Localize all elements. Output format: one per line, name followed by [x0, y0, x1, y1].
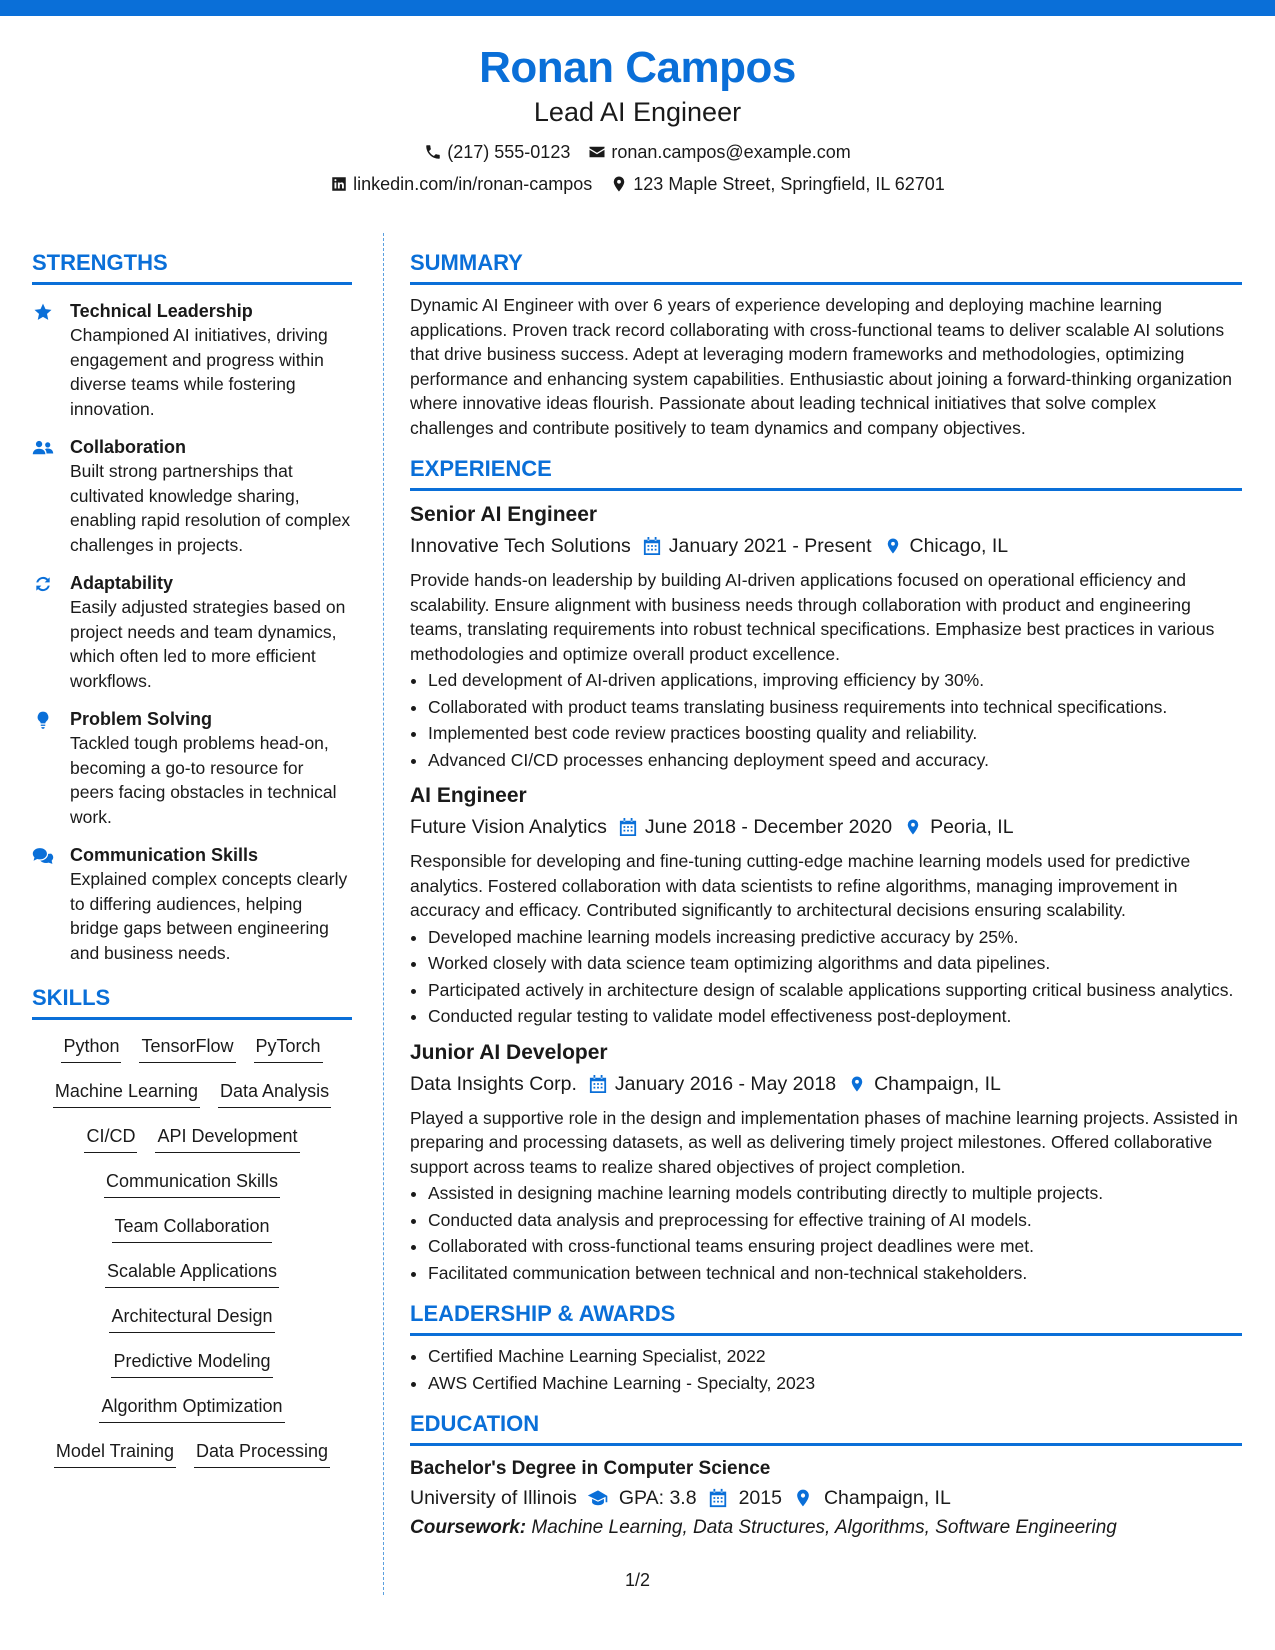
- calendar-icon: [707, 1488, 729, 1508]
- phone-icon: [424, 143, 442, 161]
- resume-header: [0, 40, 1275, 196]
- job-bullets: [410, 925, 1242, 1029]
- linkedin-contact[interactable]: [330, 172, 592, 196]
- map-pin-icon: [792, 1488, 814, 1508]
- calendar-icon: [619, 817, 637, 837]
- map-pin-icon: [848, 1074, 866, 1094]
- linkedin-icon: [330, 175, 348, 193]
- list-item: • Worked closely with data science team optimizing algorithms and data pipelines.: [428, 951, 1242, 976]
- job-dates: June 2018 - December 2020: [644, 816, 893, 838]
- column-divider: [383, 233, 384, 1595]
- list-item: • Led development of AI-driven applications, improving efficiency by 30%.: [428, 668, 1242, 693]
- strength-desc: Championed AI initiatives, driving engagement and progress within diverse teams while fostering innovation.: [70, 325, 328, 419]
- address-text: 123 Maple Street, Springfield, IL 62701: [633, 174, 945, 194]
- contact-line-2: [0, 172, 1275, 196]
- graduation-year: 2015: [738, 1487, 782, 1509]
- strength-title: Adaptability: [70, 573, 174, 593]
- map-pin-icon: [610, 175, 628, 193]
- job-company: Future Vision Analytics: [410, 816, 607, 838]
- strength-item: [32, 843, 352, 965]
- map-pin-icon: [904, 817, 922, 837]
- job-dates: January 2016 - May 2018: [614, 1072, 837, 1095]
- strengths-heading: STRENGTHS: [32, 248, 352, 285]
- list-item: • Conducted regular testing to validate model effectiveness post-deployment.: [428, 1004, 1242, 1029]
- candidate-role: Lead AI Engineer: [533, 97, 742, 127]
- job-meta: [410, 532, 1242, 560]
- list-item: • Assisted in designing machine learning models contributing directly to multiple projects.: [428, 1181, 1242, 1206]
- job-company: Data Insights Corp.: [410, 1072, 577, 1095]
- list-item: • Conducted data analysis and preprocessing for effective training of AI models.: [428, 1208, 1242, 1233]
- job-company: Innovative Tech Solutions: [410, 535, 631, 557]
- skill-tag: CI/CD: [84, 1124, 137, 1153]
- awards-list: [410, 1344, 1242, 1395]
- strength-item: [32, 435, 352, 557]
- list-item: • Collaborated with product teams translating business requirements into technical specifications.: [428, 695, 1242, 720]
- skill-tag: Python: [61, 1034, 121, 1063]
- strength-title: Collaboration: [70, 437, 186, 457]
- skill-tag: PyTorch: [254, 1034, 323, 1063]
- left-column: [32, 248, 352, 1484]
- list-item: • Participated actively in architecture design of scalable applications supporting critical business analytics.: [428, 978, 1242, 1003]
- skill-tag: Predictive Modeling: [111, 1349, 272, 1378]
- skill-tag: Team Collaboration: [112, 1214, 271, 1243]
- strength-desc: Built strong partnerships that cultivated knowledge sharing, enabling rapid resolution of complex challenges in projects.: [70, 461, 351, 555]
- envelope-icon: [588, 143, 606, 161]
- skill-tag: API Development: [155, 1124, 299, 1153]
- education-meta: [410, 1484, 1242, 1512]
- skills-heading: SKILLS: [32, 983, 352, 1020]
- skill-tag: Architectural Design: [109, 1304, 274, 1333]
- coursework-text: Machine Learning, Data Structures, Algorithms, Software Engineering: [531, 1517, 1117, 1538]
- job-location: Peoria, IL: [930, 816, 1014, 838]
- strength-item: [32, 299, 352, 421]
- skill-tag: Scalable Applications: [105, 1259, 279, 1288]
- page-number: 1/2: [624, 1570, 651, 1590]
- refresh-icon: [32, 574, 54, 594]
- summary-text: Dynamic AI Engineer with over 6 years of experience developing and deploying machine learning applications. Proven track record collaborating with cross-functional teams to deliver scalable AI solutions that drive business success. Adept at leveraging modern frameworks and methodologies, optimizing performance and enhancing system capabilities. Enthusiastic about joining a forward-thinking organization where innovative ideas flourish. Passionate about leading technical initiatives that solve complex challenges and contribute positively to team dynamics and company objectives.: [410, 295, 1233, 438]
- star-icon: [32, 302, 54, 322]
- list-item: • AWS Certified Machine Learning - Specialty, 2023: [428, 1371, 1242, 1396]
- education-heading: EDUCATION: [410, 1409, 1242, 1446]
- job-meta: [410, 1070, 1242, 1098]
- graduation-cap-icon: [587, 1488, 609, 1508]
- job-description: Responsible for developing and fine-tuning cutting-edge machine learning models used for predictive analytics. Fostered collaboration with data scientists to refine algorithms, managing improvement in accuracy and efficacy. Contributed significantly to architectural decisions ensuring scalability.: [410, 851, 1191, 920]
- skill-tag: TensorFlow: [139, 1034, 235, 1063]
- strength-item: [32, 707, 352, 829]
- map-pin-icon: [884, 536, 902, 556]
- education-location: Champaign, IL: [823, 1487, 951, 1509]
- strength-desc: Tackled tough problems head-on, becoming a go-to resource for peers facing obstacles in technical work.: [70, 733, 337, 827]
- school-name: University of Illinois: [410, 1487, 577, 1509]
- job-location: Chicago, IL: [909, 535, 1009, 557]
- right-column: [410, 248, 1242, 1542]
- skill-tag: Machine Learning: [53, 1079, 200, 1108]
- job-meta: [410, 813, 1242, 841]
- email-text: ronan.campos@example.com: [611, 142, 851, 162]
- job-entry: [410, 782, 1242, 1029]
- skill-tag: Data Analysis: [218, 1079, 331, 1108]
- job-title: Senior AI Engineer: [410, 503, 598, 526]
- job-bullets: [410, 668, 1242, 772]
- address-contact: [610, 172, 945, 196]
- list-item: • Developed machine learning models increasing predictive accuracy by 25%.: [428, 925, 1242, 950]
- job-description: Provide hands-on leadership by building AI-driven applications focused on operational efficiency and scalability. Ensure alignment with business needs through collaboration with product and engineering teams, translating requirements into robust technical specifications. Emphasize best practices in various methodologies and optimize overall product excellence.: [410, 570, 1215, 664]
- calendar-icon: [643, 536, 661, 556]
- job-bullets: [410, 1181, 1242, 1285]
- strength-title: Problem Solving: [70, 709, 213, 729]
- experience-heading: EXPERIENCE: [410, 454, 1242, 491]
- list-item: • Implemented best code review practices boosting quality and reliability.: [428, 721, 1242, 746]
- job-title: AI Engineer: [410, 784, 527, 807]
- job-entry: [410, 1039, 1242, 1286]
- skill-tag: Model Training: [54, 1439, 176, 1468]
- job-dates: January 2021 - Present: [668, 535, 872, 557]
- skills-list: [32, 1034, 352, 1484]
- coursework: [410, 1514, 1242, 1542]
- candidate-name: Ronan Campos: [479, 43, 796, 92]
- calendar-icon: [589, 1074, 607, 1094]
- strength-desc: Explained complex concepts clearly to differing audiences, helping bridge gaps between engineering and business needs.: [70, 869, 348, 963]
- strength-desc: Easily adjusted strategies based on project needs and team dynamics, which often led to more efficient workflows.: [70, 597, 346, 691]
- list-item: • Facilitated communication between technical and non-technical stakeholders.: [428, 1261, 1242, 1286]
- awards-heading: LEADERSHIP & AWARDS: [410, 1299, 1242, 1336]
- phone-text: (217) 555-0123: [447, 142, 571, 162]
- top-accent-bar: [0, 0, 1275, 16]
- skill-tag: Communication Skills: [104, 1169, 280, 1198]
- list-item: • Advanced CI/CD processes enhancing deployment speed and accuracy.: [428, 748, 1242, 773]
- chat-icon: [32, 846, 54, 866]
- gpa-text: GPA: 3.8: [618, 1487, 697, 1509]
- skill-tag: Data Processing: [194, 1439, 330, 1468]
- contact-line-1: [0, 140, 1275, 164]
- lightbulb-icon: [32, 710, 54, 730]
- list-item: • Certified Machine Learning Specialist, 2022: [428, 1344, 1242, 1369]
- strength-title: Technical Leadership: [70, 301, 253, 321]
- job-location: Champaign, IL: [874, 1072, 1001, 1095]
- coursework-label: Coursework:: [410, 1517, 527, 1538]
- linkedin-text: linkedin.com/in/ronan-campos: [353, 174, 593, 194]
- job-description: Played a supportive role in the design and implementation phases of machine learning projects. Assisted in preparing and processing datasets, as well as delivering timely project milestones. Offered collaborative support across teams to realize shared objectives of project completion.: [410, 1107, 1238, 1177]
- job-title: Junior AI Developer: [410, 1040, 608, 1064]
- degree-title: Bachelor's Degree in Computer Science: [410, 1458, 771, 1479]
- job-entry: [410, 501, 1242, 772]
- users-icon: [32, 438, 54, 458]
- phone-contact[interactable]: [424, 140, 570, 164]
- email-contact[interactable]: [588, 140, 850, 164]
- strength-title: Communication Skills: [70, 845, 259, 865]
- strength-item: [32, 571, 352, 693]
- summary-heading: SUMMARY: [410, 248, 1242, 285]
- skill-tag: Algorithm Optimization: [99, 1394, 284, 1423]
- list-item: • Collaborated with cross-functional teams ensuring project deadlines were met.: [428, 1234, 1242, 1259]
